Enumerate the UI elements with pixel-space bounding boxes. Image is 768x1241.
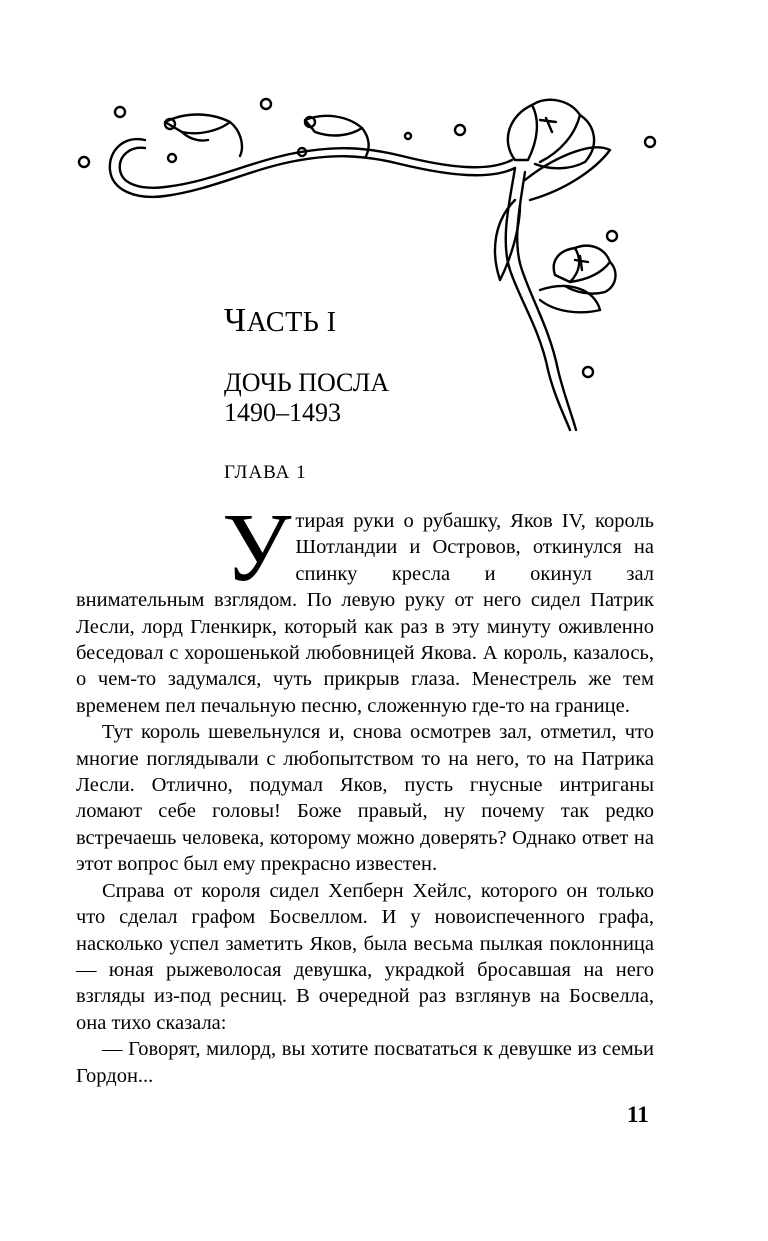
body-text: [76, 494, 654, 1089]
paragraph-text: тирая руки о рубашку, Яков IV, король Шотландии и Островов, откинулся на спинку кресла и окинул зал внимательным взглядом. По левую руку от него сидел Патрик Лесли, лорд Гленкирк, который как раз в эту минуту оживленно беседовал с хорошенькой любовницей Якова. А король, казалось, о чем-то задумался, чуть прикрыв глаза. Менестрель же тем временем пел печальную песню, сложенную где-то на границе.: [76, 510, 654, 717]
paragraph: Тут король шевельнулся и, снова осмотрев зал, отметил, что многие поглядывали с любопытством то на него, то на Патрика Лесли. Отлично, подумал Яков, пусть гнусные интриганы ломают себе головы! Боже правый, ну почему так редко встречаешь человека, которому можно доверять? Однако ответ на этот вопрос был ему прекрасно известен.: [76, 721, 654, 876]
paragraph: [76, 494, 654, 719]
part-heading-rest: АСТЬ I: [246, 307, 337, 338]
book-part-title: [224, 368, 389, 428]
drop-cap: У: [222, 494, 292, 602]
paragraph: — Говорят, милорд, вы хотите посвататься к девушке из семьи Гордон...: [76, 1038, 654, 1087]
paragraph: Справа от короля сидел Хепберн Хейлс, которого он только что сделал графом Босвеллом. И у новоиспеченного графа, насколько успел заметить Яков, была весьма пылкая поклонница — юная рыжеволосая девушка, украдкой бросавшая на него взгляды из-под ресниц. В очередной раз взглянув на Босвелла, она тихо сказала:: [76, 879, 654, 1034]
title-line: ДОЧЬ ПОСЛА: [224, 368, 390, 397]
title-years: 1490–1493: [224, 398, 341, 427]
part-heading-initial: Ч: [224, 302, 247, 339]
chapter-heading: ГЛАВА 1: [224, 462, 307, 483]
page-number: 11: [627, 1102, 649, 1127]
part-heading: [224, 302, 337, 340]
